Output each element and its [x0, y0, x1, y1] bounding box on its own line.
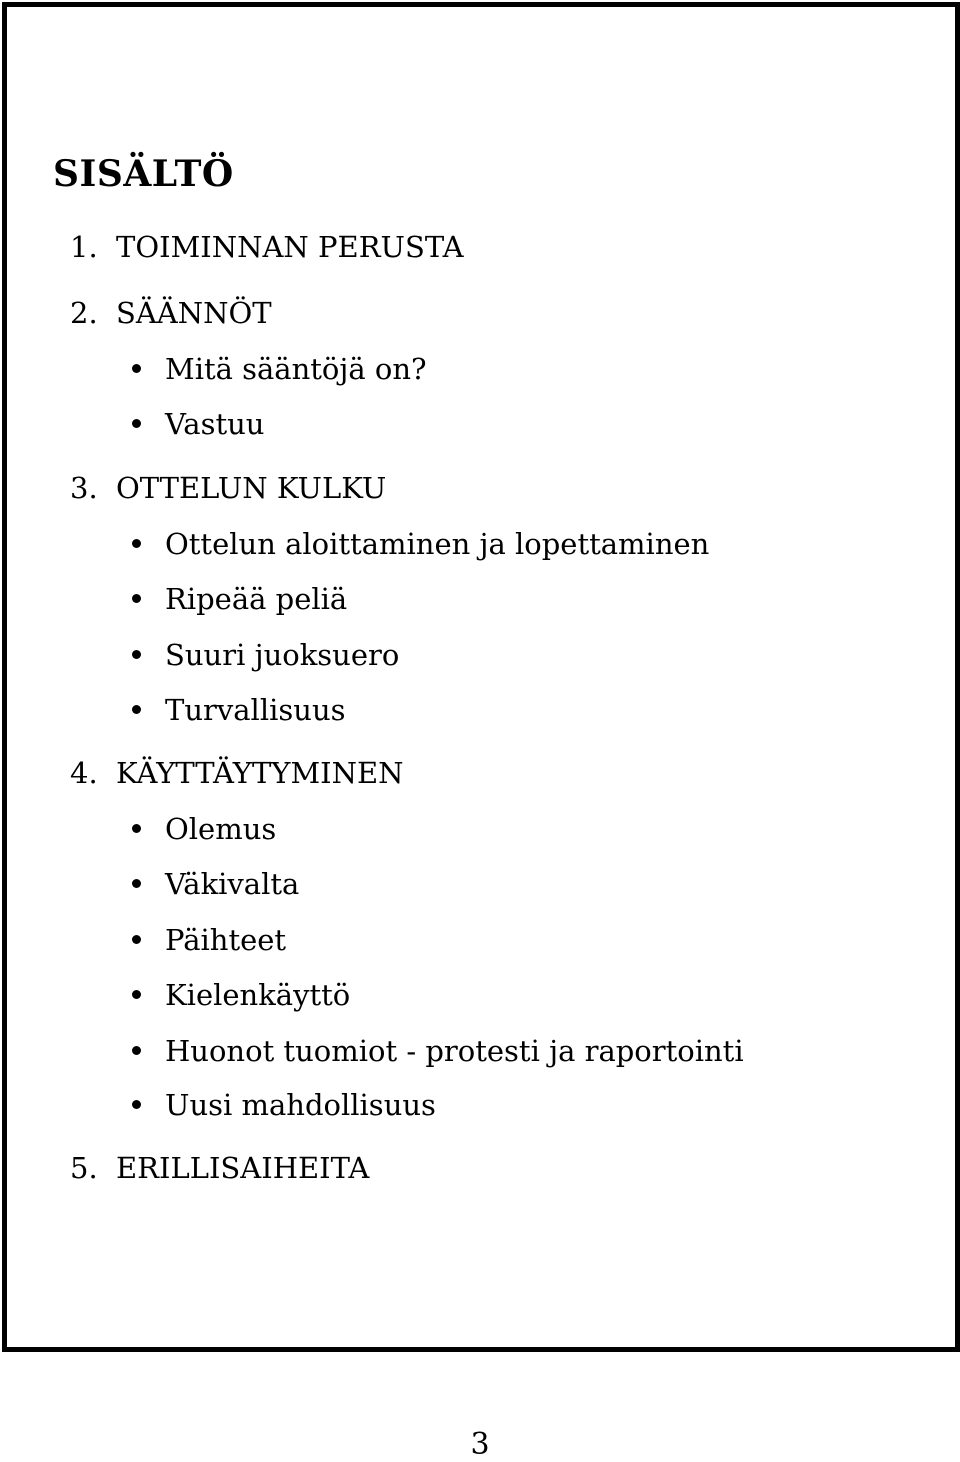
- bullet-icon: [132, 1046, 141, 1055]
- toc-title: SISÄLTÖ: [53, 153, 234, 195]
- list-item-text: Kielenkäyttö: [165, 978, 351, 1012]
- bullet-icon: [132, 419, 141, 428]
- page-frame: [2, 2, 960, 1352]
- list-item: [132, 812, 277, 846]
- list-item: [132, 693, 346, 727]
- list-item-text: Suuri juoksuero: [165, 638, 400, 672]
- section-title: TOIMINNAN PERUSTA: [116, 230, 464, 264]
- section-title: ERILLISAIHEITA: [116, 1151, 370, 1185]
- bullet-icon: [132, 1100, 141, 1109]
- list-item-text: Ottelun aloittaminen ja lopettaminen: [165, 527, 710, 561]
- list-item: [132, 1088, 436, 1122]
- list-item: [132, 582, 348, 616]
- section-title: SÄÄNNÖT: [116, 296, 272, 330]
- section-2-heading: [70, 296, 272, 330]
- list-item-text: Olemus: [165, 812, 277, 846]
- section-3-heading: [70, 471, 387, 505]
- section-number: 5.: [70, 1151, 98, 1185]
- section-5-heading: [70, 1151, 370, 1185]
- list-item: [132, 923, 287, 957]
- section-title: KÄYTTÄYTYMINEN: [116, 756, 404, 790]
- list-item: [132, 352, 427, 386]
- bullet-icon: [132, 824, 141, 833]
- bullet-icon: [132, 594, 141, 603]
- list-item-text: Ripeää peliä: [165, 582, 348, 616]
- section-4-heading: [70, 756, 404, 790]
- bullet-icon: [132, 990, 141, 999]
- section-title: OTTELUN KULKU: [116, 471, 387, 505]
- bullet-icon: [132, 879, 141, 888]
- bullet-icon: [132, 650, 141, 659]
- list-item: [132, 1034, 744, 1068]
- section-1-heading: [70, 230, 464, 264]
- list-item-text: Uusi mahdollisuus: [165, 1088, 436, 1122]
- list-item: [132, 407, 265, 441]
- list-item: [132, 527, 710, 561]
- list-item-text: Huonot tuomiot - protesti ja raportointi: [165, 1034, 744, 1068]
- section-number: 2.: [70, 296, 98, 330]
- bullet-icon: [132, 364, 141, 373]
- list-item-text: Väkivalta: [165, 867, 300, 901]
- bullet-icon: [132, 705, 141, 714]
- section-number: 3.: [70, 471, 98, 505]
- bullet-icon: [132, 935, 141, 944]
- list-item: [132, 638, 400, 672]
- list-item: [132, 978, 351, 1012]
- list-item-text: Mitä sääntöjä on?: [165, 352, 427, 386]
- section-number: 1.: [70, 230, 98, 264]
- bullet-icon: [132, 539, 141, 548]
- page-number: 3: [470, 1427, 490, 1462]
- list-item-text: Vastuu: [165, 407, 265, 441]
- list-item-text: Päihteet: [165, 923, 287, 957]
- section-number: 4.: [70, 756, 98, 790]
- list-item-text: Turvallisuus: [165, 693, 346, 727]
- list-item: [132, 867, 300, 901]
